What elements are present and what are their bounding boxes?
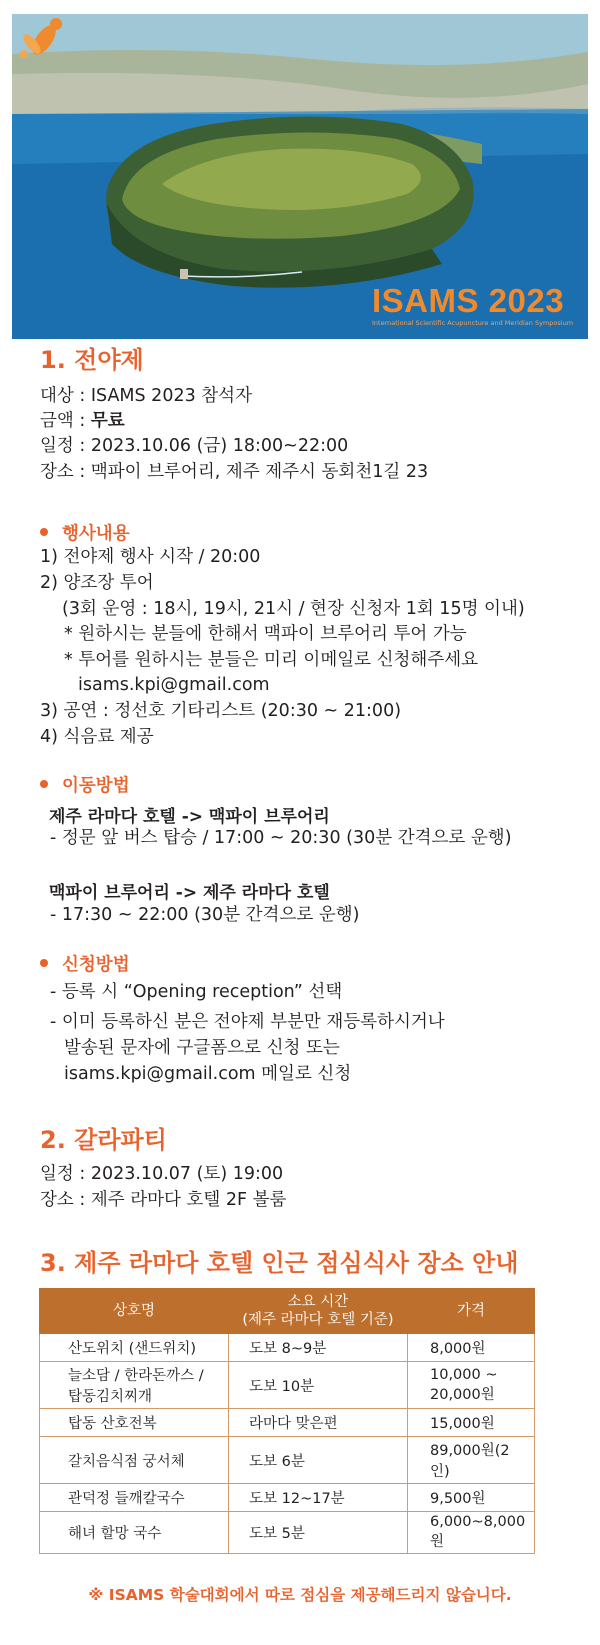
cell-time: 라마다 맞은편 bbox=[229, 1409, 408, 1437]
header-name: 상호명 bbox=[40, 1289, 229, 1334]
apply-item: - 등록 시 “Opening reception” 선택 bbox=[50, 982, 343, 1002]
program-item: * 투어를 원하시는 분들은 미리 이메일로 신청해주세요 bbox=[64, 650, 479, 670]
target-value: ISAMS 2023 참석자 bbox=[90, 386, 252, 406]
route1-detail: - 정문 앞 버스 탑승 / 17:00 ~ 20:30 (30분 간격으로 운행) bbox=[50, 828, 512, 848]
section3-title: 3. 제주 라마다 호텔 인근 점심식사 장소 안내 bbox=[40, 1249, 519, 1277]
cell-time: 도보 12~17분 bbox=[229, 1484, 408, 1512]
route2-detail: - 17:30 ~ 22:00 (30분 간격으로 운행) bbox=[50, 905, 360, 925]
schedule-value: 2023.10.06 (금) 18:00~22:00 bbox=[90, 436, 349, 456]
program-item: 3) 공연 : 정선호 기타리스트 (20:30 ~ 21:00) bbox=[40, 701, 402, 721]
cell-price: 89,000원(2인) bbox=[408, 1437, 535, 1484]
hero-image bbox=[12, 14, 588, 339]
target-line bbox=[40, 383, 252, 409]
table-row bbox=[40, 1484, 535, 1512]
table-header-row bbox=[40, 1289, 535, 1334]
lunch-table bbox=[39, 1288, 535, 1554]
apply-item: - 이미 등록하신 분은 전야제 부분만 재등록하시거나 bbox=[50, 1012, 445, 1032]
cell-price: 10,000 ~ 20,000원 bbox=[408, 1362, 535, 1409]
cell-time: 도보 8~9분 bbox=[229, 1334, 408, 1362]
transport-heading: 이동방법 bbox=[40, 772, 130, 797]
program-item: 2) 양조장 투어 bbox=[40, 573, 154, 593]
apply-heading: 신청방법 bbox=[40, 951, 130, 976]
bullet-dot-icon bbox=[40, 780, 48, 788]
cell-name: 탑동 산호전복 bbox=[40, 1409, 229, 1437]
price-label: 금액 : bbox=[40, 411, 91, 431]
program-heading: 행사내용 bbox=[40, 520, 130, 545]
program-email[interactable]: isams.kpi@gmail.com bbox=[78, 675, 270, 695]
route2-title: 맥파이 브루어리 -> 제주 라마다 호텔 bbox=[49, 883, 330, 903]
venue-value: 맥파이 브루어리, 제주 제주시 동회천1길 23 bbox=[90, 462, 429, 482]
header-price: 가격 bbox=[408, 1289, 535, 1334]
cell-price: 6,000~8,000원 bbox=[408, 1512, 535, 1554]
bullet-dot-icon bbox=[40, 959, 48, 967]
price-line bbox=[40, 408, 125, 434]
cell-time: 도보 10분 bbox=[229, 1362, 408, 1409]
cell-price: 15,000원 bbox=[408, 1409, 535, 1437]
cell-time: 도보 5분 bbox=[229, 1512, 408, 1554]
route1-title: 제주 라마다 호텔 -> 맥파이 브루어리 bbox=[49, 807, 330, 827]
schedule-label: 일정 : bbox=[40, 436, 91, 456]
table-row bbox=[40, 1362, 535, 1409]
cell-name: 관덕정 들깨칼국수 bbox=[40, 1484, 229, 1512]
cell-time: 도보 6분 bbox=[229, 1437, 408, 1484]
apply-email[interactable]: isams.kpi@gmail.com 메일로 신청 bbox=[64, 1064, 352, 1084]
table-row bbox=[40, 1512, 535, 1554]
cell-price: 9,500원 bbox=[408, 1484, 535, 1512]
gala-venue: 장소 : 제주 라마다 호텔 2F 볼룸 bbox=[40, 1190, 287, 1210]
schedule-line bbox=[40, 433, 348, 459]
table-row bbox=[40, 1437, 535, 1484]
program-item: (3회 운영 : 18시, 19시, 21시 / 현장 신청자 1회 15명 이내) bbox=[62, 599, 525, 619]
bullet-dot-icon bbox=[40, 528, 48, 536]
section1-title: 1. 전야제 bbox=[40, 346, 144, 374]
cell-name: 산도위치 (샌드위치) bbox=[40, 1334, 229, 1362]
section2-title: 2. 갈라파티 bbox=[40, 1126, 167, 1154]
price-value: 무료 bbox=[90, 411, 125, 431]
gala-schedule: 일정 : 2023.10.07 (토) 19:00 bbox=[40, 1164, 284, 1184]
cell-name: 해녀 할망 국수 bbox=[40, 1512, 229, 1554]
lunch-notice: ※ ISAMS 학술대회에서 따로 점심을 제공해드리지 않습니다. bbox=[88, 1586, 512, 1604]
program-item: 4) 식음료 제공 bbox=[40, 727, 154, 747]
venue-line bbox=[40, 459, 428, 485]
target-label: 대상 : bbox=[40, 386, 91, 406]
isams-logo-icon bbox=[12, 14, 72, 64]
apply-item: 발송된 문자에 구글폼으로 신청 또는 bbox=[64, 1038, 340, 1058]
cell-name: 늘소담 / 한라돈까스 / 탑동김치찌개 bbox=[40, 1362, 229, 1409]
program-item: * 원하시는 분들에 한해서 맥파이 브루어리 투어 가능 bbox=[64, 624, 467, 644]
cell-price: 8,000원 bbox=[408, 1334, 535, 1362]
cell-name: 갈치음식점 궁서체 bbox=[40, 1437, 229, 1484]
logo-subtitle: International Scientific Acupuncture and Meridian Symposium bbox=[372, 319, 574, 327]
table-row bbox=[40, 1334, 535, 1362]
logo-text: ISAMS 2023 bbox=[372, 282, 565, 319]
venue-label: 장소 : bbox=[40, 462, 91, 482]
table-row bbox=[40, 1409, 535, 1437]
program-item: 1) 전야제 행사 시작 / 20:00 bbox=[40, 547, 261, 567]
header-time: 소요 시간 (제주 라마다 호텔 기준) bbox=[229, 1289, 408, 1334]
